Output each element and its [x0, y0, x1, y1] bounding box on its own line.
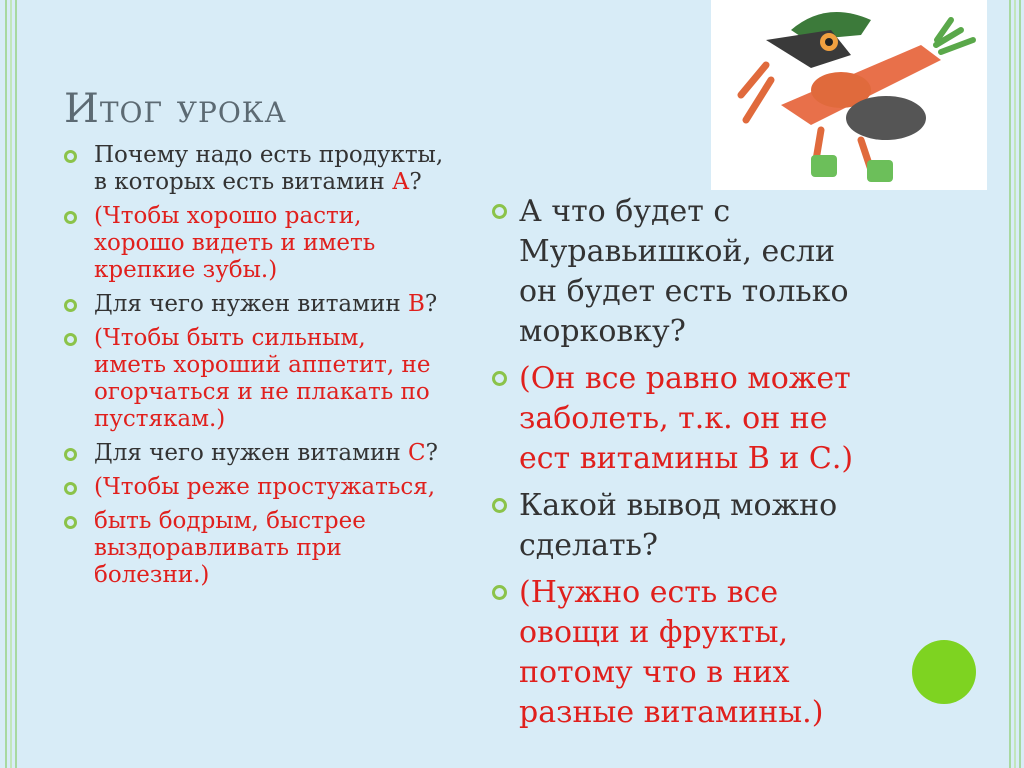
hollow-circle-icon — [64, 211, 77, 224]
right-column — [492, 192, 882, 740]
right-decorative-stripes — [1004, 0, 1024, 768]
answer-text: (Чтобы хорошо расти, хорошо видеть и иметь крепкие зубы.) — [94, 203, 376, 283]
answer-text: (Чтобы реже простужаться, — [94, 474, 436, 500]
left-column — [64, 142, 444, 596]
question-text: Почему надо есть продукты, в которых есть витамин — [94, 142, 444, 195]
question-text: Какой вывод можно сделать? — [519, 488, 838, 563]
question-text: Для чего нужен витамин — [94, 291, 409, 317]
question-end: ? — [425, 440, 438, 466]
answer-text: (Чтобы быть сильным, иметь хороший аппетит, не огорчаться и не плакать по пустякам.) — [94, 325, 431, 432]
list-item — [492, 192, 882, 352]
left-decorative-stripes — [0, 0, 20, 768]
answer-text: быть бодрым, быстрее выздоравливать при болезни.) — [94, 508, 366, 588]
answer-text: (Он все равно может заболеть, т.к. он не ест витамины В и С.) — [519, 361, 854, 476]
hollow-circle-icon — [492, 204, 507, 219]
list-item — [64, 474, 444, 501]
page-title: Итог урока — [64, 86, 287, 132]
hollow-circle-icon — [64, 150, 77, 163]
question-text: А что будет с Муравьишкой, если он будет есть только морковку? — [519, 194, 849, 349]
ant-carrot-icon — [711, 0, 987, 190]
list-item — [64, 440, 444, 467]
hollow-circle-icon — [64, 482, 77, 495]
hollow-circle-icon — [492, 585, 507, 600]
list-item — [64, 142, 444, 196]
list-item — [64, 508, 444, 589]
question-text: Для чего нужен витамин — [94, 440, 409, 466]
list-item — [64, 325, 444, 433]
question-end: ? — [409, 169, 422, 195]
list-item — [64, 203, 444, 284]
question-end: ? — [424, 291, 438, 317]
hollow-circle-icon — [492, 371, 507, 386]
hollow-circle-icon — [492, 498, 507, 513]
answer-text: (Нужно есть все овощи и фрукты, потому что в них разные витамины.) — [519, 575, 824, 730]
hollow-circle-icon — [64, 516, 77, 529]
list-item — [492, 486, 882, 566]
vitamin-letter: А — [392, 169, 410, 195]
vitamin-letter: В — [408, 291, 425, 317]
ant-with-carrot-illustration — [711, 0, 987, 190]
list-item — [492, 573, 882, 733]
list-item — [64, 291, 444, 318]
hollow-circle-icon — [64, 448, 77, 461]
hollow-circle-icon — [64, 299, 77, 312]
green-circle-decoration — [912, 640, 976, 704]
list-item — [492, 359, 882, 479]
hollow-circle-icon — [64, 333, 77, 346]
vitamin-letter: С — [408, 440, 426, 466]
